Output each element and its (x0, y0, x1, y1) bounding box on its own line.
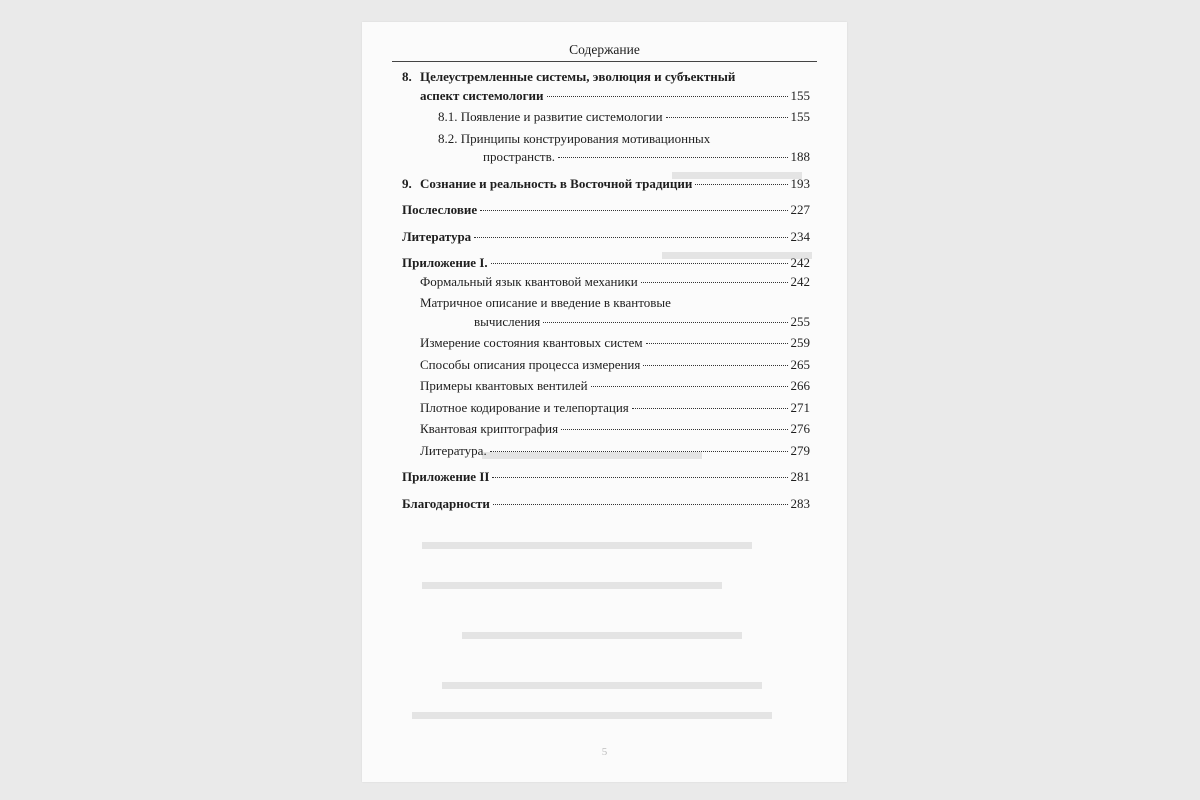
chapter-number: 9. (402, 175, 412, 191)
dot-leader (591, 386, 788, 387)
toc-appendix-1 (402, 254, 810, 273)
toc-appendix-item (402, 273, 810, 292)
section-title-line2: пространств. (483, 149, 555, 164)
page-number: 283 (790, 495, 810, 511)
dot-leader (474, 237, 787, 238)
dot-leader (547, 96, 788, 97)
dot-leader (491, 263, 788, 264)
page-number: 155 (790, 87, 810, 103)
header-rule (392, 61, 817, 62)
entry-title: Послесловие (402, 202, 478, 217)
dot-leader (646, 343, 788, 344)
book-page (362, 22, 847, 782)
item-title: Литература. (420, 442, 487, 458)
toc-chapter-9 (402, 175, 810, 194)
dot-leader (695, 184, 787, 185)
dot-leader (493, 504, 788, 505)
dot-leader (641, 282, 788, 283)
page-number: 188 (790, 149, 810, 164)
item-title: Способы описания процесса измерения (420, 356, 641, 372)
page-number: 265 (790, 356, 810, 372)
toc-literature (402, 228, 810, 247)
chapter-number: 8. (402, 69, 412, 84)
dot-leader (643, 365, 787, 366)
page-number: 193 (790, 175, 810, 191)
page-number: 227 (790, 202, 810, 217)
dot-leader (666, 117, 788, 118)
item-title-line1: Матричное описание и введение в квантовые (420, 295, 671, 310)
dot-leader (480, 210, 787, 211)
entry-title: Приложение I. (402, 255, 488, 270)
toc-appendix-item (402, 442, 810, 461)
section-title-line1: 8.2. Принципы конструирования мотивационных (438, 130, 711, 146)
page-number: 281 (790, 469, 810, 484)
chapter-title: Сознание и реальность в Восточной традиции (420, 175, 693, 191)
toc-acknowledgements (402, 495, 810, 514)
page-number: 266 (790, 378, 810, 393)
chapter-title-line2: аспект системологии (420, 87, 544, 103)
item-title: Квантовая криптография (420, 421, 559, 436)
dot-leader (492, 477, 787, 478)
toc-chapter-8 (402, 68, 810, 105)
toc-appendix-item (402, 334, 810, 353)
page-number: 271 (790, 399, 810, 415)
page-number: 242 (790, 255, 810, 270)
chapter-title-line1: Целеустремленные системы, эволюция и субъектный (420, 69, 736, 84)
entry-title: Литература (402, 228, 472, 244)
toc-appendix-2 (402, 468, 810, 487)
item-title: Измерение состояния квантовых систем (420, 335, 643, 350)
section-title: 8.1. Появление и развитие системологии (438, 109, 663, 124)
dot-leader (632, 408, 788, 409)
page-header: Содержание (569, 42, 640, 57)
page-number: 234 (790, 228, 810, 244)
entry-title: Приложение II (402, 469, 490, 484)
dot-leader (558, 157, 788, 158)
toc-section-8-2 (402, 130, 810, 167)
item-title: Примеры квантовых вентилей (420, 378, 588, 393)
toc-appendix-item (402, 294, 810, 331)
page-number: 279 (790, 442, 810, 458)
item-title-line2: вычисления (474, 313, 541, 329)
item-title: Формальный язык квантовой механики (420, 273, 638, 289)
entry-title: Благодарности (402, 495, 490, 511)
page-number: 155 (790, 109, 810, 124)
toc-appendix-item (402, 420, 810, 439)
toc-appendix-item (402, 356, 810, 375)
page-number: 255 (790, 313, 810, 329)
item-title: Плотное кодирование и телепортация (420, 399, 629, 415)
page-number: 259 (790, 335, 810, 350)
page-number: 242 (790, 273, 810, 289)
dot-leader (543, 322, 787, 323)
page-number: 276 (790, 421, 810, 436)
table-of-contents (402, 68, 810, 513)
dot-leader (561, 429, 787, 430)
footer-page-number: 5 (601, 746, 608, 758)
toc-section-8-1 (402, 108, 810, 127)
dot-leader (490, 451, 788, 452)
toc-appendix-item (402, 399, 810, 418)
toc-appendix-item (402, 377, 810, 396)
toc-afterword (402, 201, 810, 220)
